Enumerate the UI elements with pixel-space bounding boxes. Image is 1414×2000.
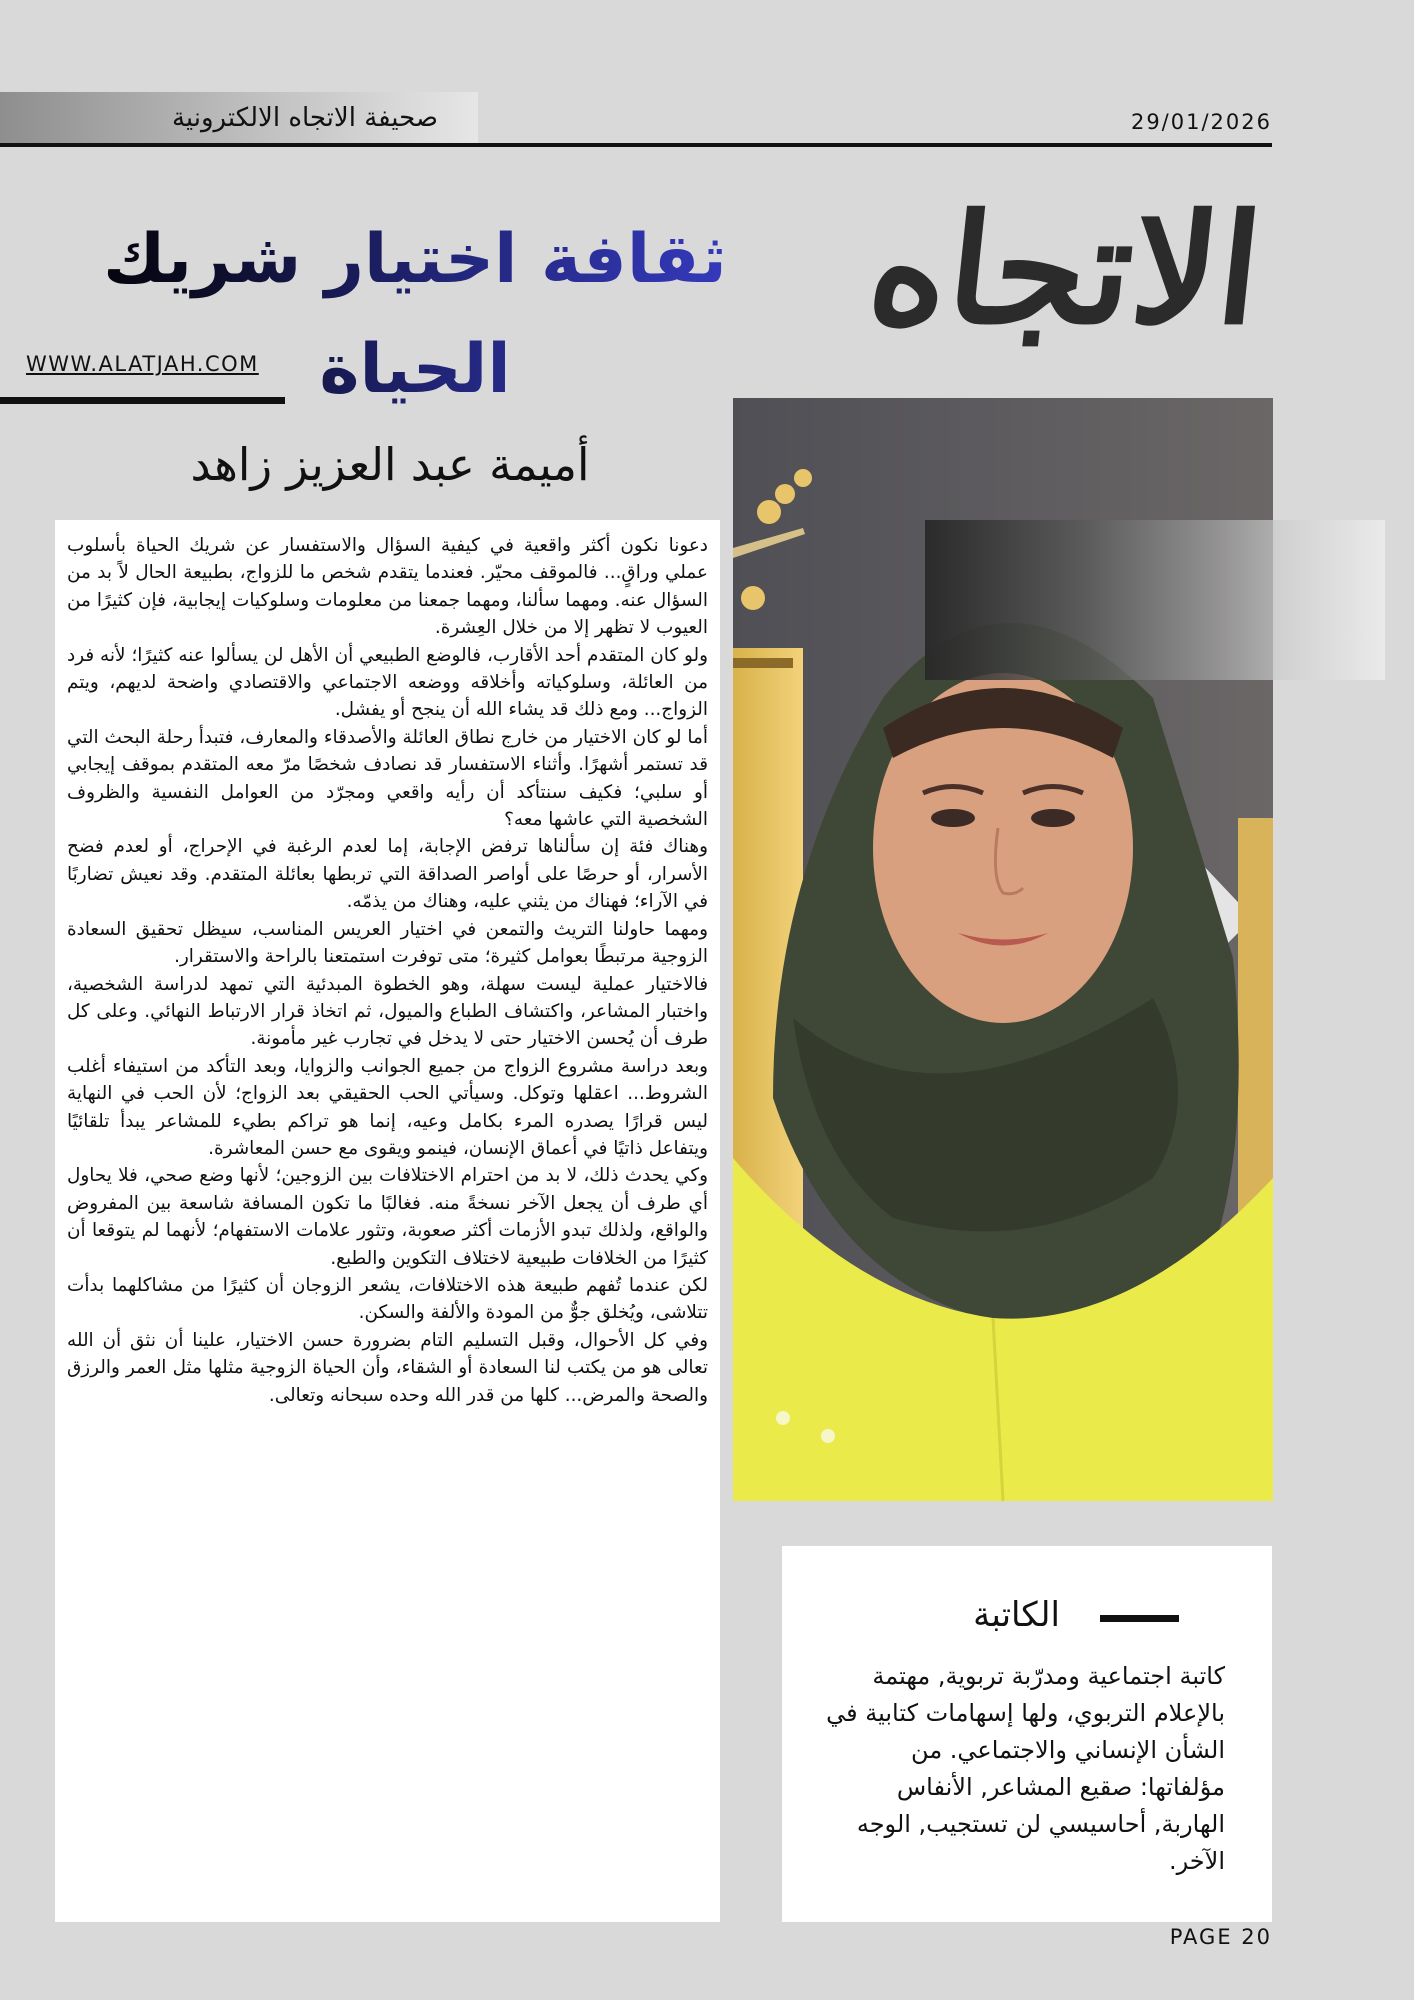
article-paragraph: وفي كل الأحوال، وقبل التسليم التام بضرورة حسن الاختيار، علينا أن نثق أن الله تعالى هو من يكتب لنا السعادة أو الشقاء، وأن الحياة الزوجية مثلها مثل العمر والرزق والصحة والمرض... كلها من قدر الله وحده سبحانه وتعالى. (67, 1329, 708, 1406)
writer-heading: الكاتبة (973, 1595, 1060, 1635)
gradient-overlay-block (925, 520, 1385, 680)
article-title: ثقافة اختيار شريك الحياة (20, 205, 810, 425)
article-paragraph: أما لو كان الاختيار من خارج نطاق العائلة والأصدقاء والمعارف، فتبدأ رحلة البحث التي قد تستمر أشهرًا. وأثناء الاستفسار قد نصادف شخصًا مرّ معه المتقدم بموقف إيجابي أو سلبي؛ فكيف سنتأكد أن رأيه واقعي ومجرّد من العوامل النفسية والظروف الشخصية التي عاشها معه؟ (67, 726, 708, 831)
article-paragraph: وبعد دراسة مشروع الزواج من جميع الجوانب والزوايا، وبعد التأكد من استيفاء أغلب الشروط... اعقلها وتوكل. وسيأتي الحب الحقيقي بعد الزواج؛ لأن الحب في النهاية ليس قرارًا يصدره المرء بكامل وعيه، إنما هو تراكم بطيء للمشاعر يبدأ تلقائيًا ويتفاعل ذاتيًا في أعماق الإنسان، فينمو ويقوى مع حسن المعاشرة. (67, 1055, 708, 1159)
article-paragraph: لكن عندما تُفهم طبيعة هذه الاختلافات، يشعر الزوجان أن كثيرًا من مشاكلهما بدأت تتلاشى، ويُخلق جوٌّ من المودة والألفة والسكن. (67, 1274, 708, 1324)
page-number: PAGE 20 (1169, 1925, 1272, 1949)
article-body (55, 520, 720, 1922)
writer-heading-dash (1100, 1615, 1179, 1622)
article-paragraph: ومهما حاولنا التريث والتمعن في اختيار العريس المناسب، سيظل تحقيق السعادة الزوجية مرتبطًا بعوامل كثيرة؛ متى توفرت استمتعنا بالراحة والاستقرار. (67, 918, 708, 968)
newspaper-logo: الاتجاه (860, 182, 1270, 358)
header-rule (0, 143, 1272, 147)
article-paragraph: ولو كان المتقدم أحد الأقارب، فالوضع الطبيعي أن الأهل لن يسألوا عنه كثيرًا؛ لأنه فرد من العائلة، وسلوكياته وأخلاقه ووضعه الاجتماعي والاقتصادي واضحة لديهم، ويتم الزواج... ومع ذلك قد يشاء الله أن ينجح أو يفشل. (67, 644, 708, 721)
writer-bio: كاتبة اجتماعية ومدرّبة تربوية, مهتمة بالإعلام التربوي، ولها إسهامات كتابية في الشأن الإنساني والاجتماعي. من مؤلفاتها: صقيع المشاعر, الأنفاس الهاربة, أحاسيسي لن تستجيب, الوجه الآخر. (826, 1662, 1225, 1875)
issue-date: 29/01/2026 (1130, 110, 1272, 134)
website-link[interactable]: WWW.ALATJAH.COM (26, 352, 259, 376)
website-underline-bar (0, 397, 285, 404)
article-paragraph: دعونا نكون أكثر واقعية في كيفية السؤال والاستفسار عن شريك الحياة بأسلوب عملي وراقٍ... فالموقف محيّر. فعندما يتقدم شخص ما للزواج، بطبيعة الحال لاً بد من السؤال عنه. ومهما سألنا، ومهما جمعنا من معلومات وسلوكيات إيجابية، فإن كثيرًا من العيوب لا تظهر إلا من خلال العِشرة. (67, 535, 708, 639)
article-paragraph: وهناك فئة إن سألناها ترفض الإجابة، إما لعدم الرغبة في الإحراج، أو لعدم فضح الأسرار، أو حرصًا على أواصر الصداقة التي تربطها بعائلة المتقدم. وقد نعيش تضاربًا في الآراء؛ فهناك من يثني عليه، وهناك من يذمّه. (67, 836, 708, 913)
author-name: أميمة عبد العزيز زاهد (190, 438, 590, 491)
publication-name: صحيفة الاتجاه الالكترونية (171, 103, 438, 133)
article-paragraph: فالاختيار عملية ليست سهلة، وهو الخطوة المبدئية التي تمهد لدراسة الشخصية، واختبار المشاعر، واكتشاف الطباع والميول، ثم اتخاذ قرار الارتباط النهائي. وعلى كل طرف أن يُحسن الاختيار حتى لا يدخل في تجارب غير مأمونة. (67, 973, 708, 1050)
article-paragraph: وكي يحدث ذلك، لا بد من احترام الاختلافات بين الزوجين؛ لأنها وضع صحي، فلا يحاول أي طرف أن يجعل الآخر نسخةً منه. فغالبًا ما تكون المسافة شاسعة بين المفروض والواقع، ولذلك تبدو الأزمات أكثر صعوبة، وتثور علامات الاستفهام؛ لأنهما لم يتوقعا أن كثيرًا من الخلافات طبيعية لاختلاف التكوين والطبع. (67, 1165, 708, 1269)
